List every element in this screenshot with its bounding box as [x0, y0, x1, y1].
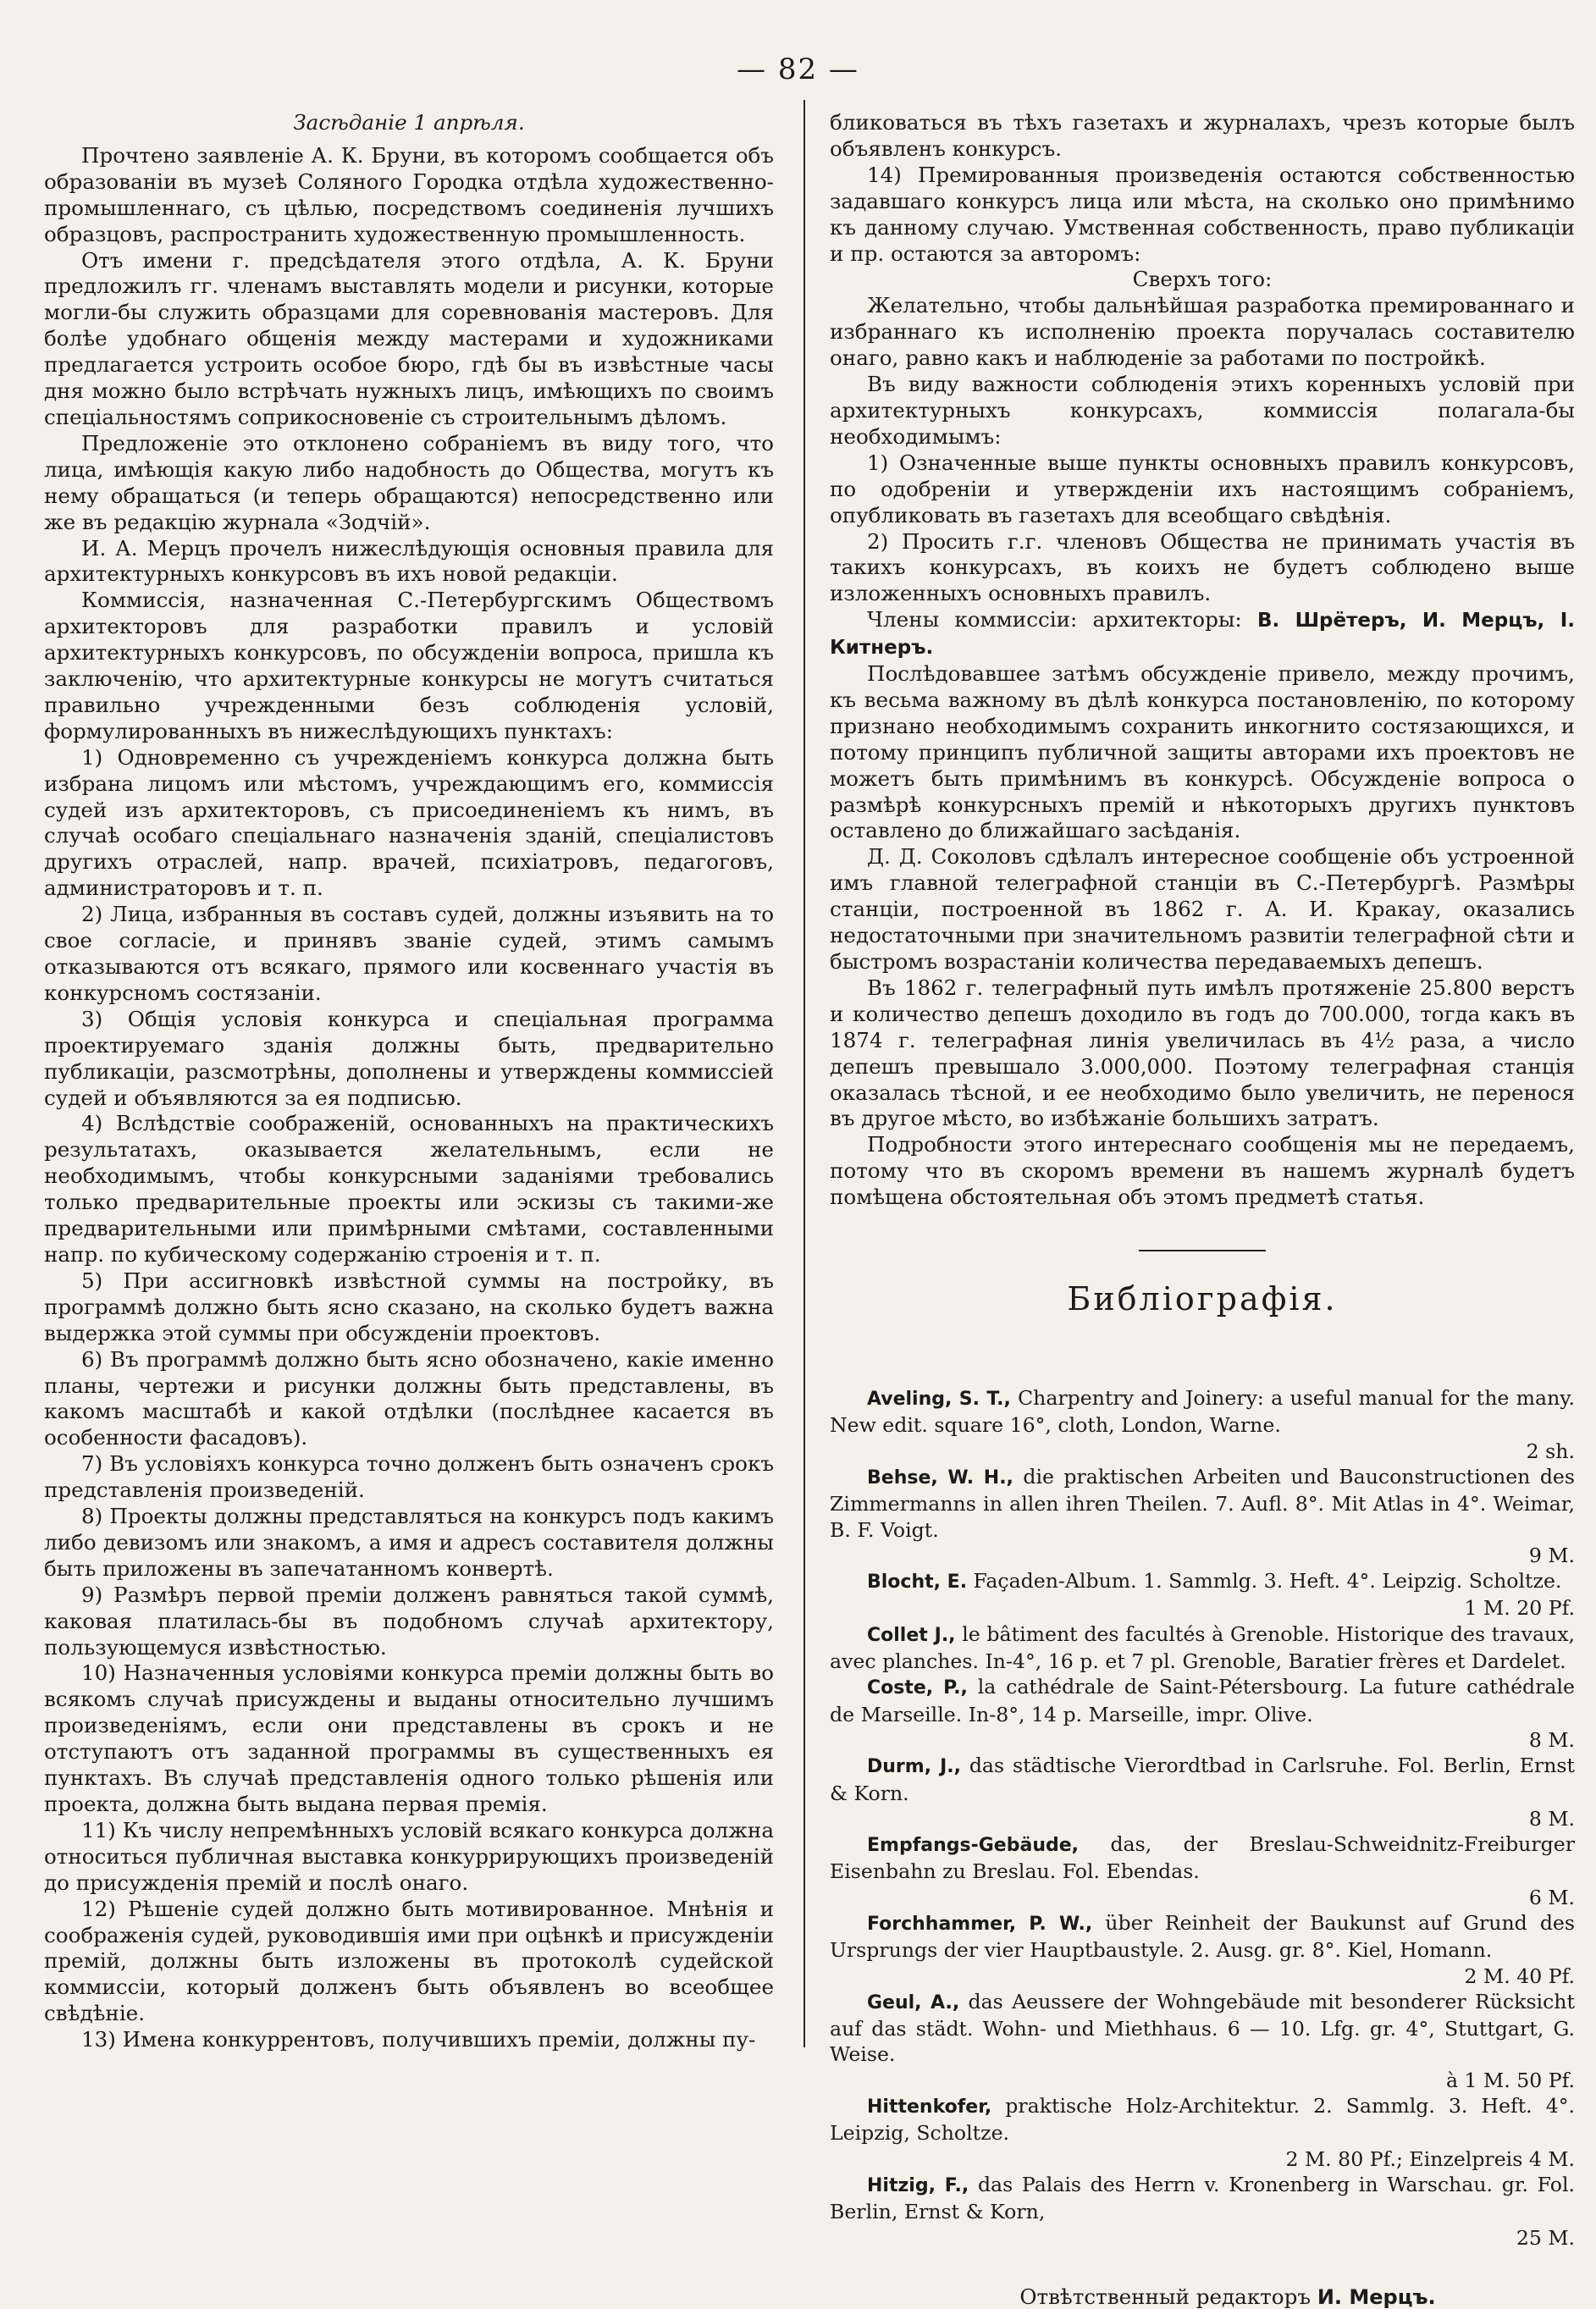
entry-price: 2 M. 40 Pf. — [1464, 1964, 1575, 1988]
entry-text: das, der Breslau-Schweidnitz-Freiburger Eisenbahn zu Breslau. Fol. Ebendas. — [830, 1832, 1575, 1884]
bibliography-entry — [830, 1910, 1575, 1964]
resolution-item-2: 2) Просить г.г. членовъ Общества не принимать участія въ такихъ конкурсахъ, въ коихъ не будетъ соблюдено выше изложенныхъ основныхъ правилъ. — [830, 528, 1575, 606]
bibliography-entry — [830, 1621, 1575, 1675]
entry-author: Blocht, E. — [867, 1572, 968, 1594]
bibliography-entry — [830, 1674, 1575, 1727]
rule-item-4: 4) Вслѣдствіе соображеній, основанныхъ на практическихъ результатахъ, оказывается желательнымъ, если не необходимымъ, чтобы конкурсными заданіями требовались только предварительные проекты или эскизы съ такими-же предварительными или примѣрными смѣтами, составленными напр. по кубическому содержанію строенія и т. п. — [44, 1111, 774, 1267]
rule-item-12: 12) Рѣшеніе судей должно быть мотивированное. Мнѣнія и соображенія судей, руководившія ими при оцѣнкѣ и присужденіи премій, должны быть изложены въ протоколѣ судейской коммиссіи, который долженъ быть объявленъ во всеобщее свѣдѣніе. — [44, 1896, 774, 2026]
bibliography-entry — [830, 1568, 1575, 1595]
rule-item-10: 10) Назначенныя условіями конкурса преміи должны быть во всякомъ случаѣ присуждены и выданы относительно лучшимъ произведеніямъ, если они представлены въ срокъ и не отступаютъ отъ заданной программы въ существенныхъ ея пунктахъ. Въ случаѣ представленія одного только рѣшенія или проекта, должна быть выдана первая премія. — [44, 1660, 774, 1816]
left-column — [44, 110, 774, 2053]
paragraph: Желательно, чтобы дальнѣйшая разработка премированнаго и избраннаго къ исполненію проекта поручалась составителю онаго, равно какъ и наблюденіе за работами по постройкѣ. — [830, 293, 1575, 371]
paragraph: Прочтено заявленіе А. К. Бруни, въ которомъ сообщается объ образованіи въ музеѣ Соляного Городка отдѣла художественно-промышленнаго, съ цѣлью, посредствомъ соединенія лучшихъ образцовъ, распространить художественную промышленность. — [44, 142, 774, 246]
entry-text: über Reinheit der Baukunst auf Grund des Ursprungs der vier Hauptbaustyle. 2. Ausg. gr. 8°. Kiel, Homann. — [830, 1911, 1576, 1963]
rule-item-9: 9) Размѣръ первой преміи долженъ равняться такой суммѣ, каковая платилась-бы въ подобномъ случаѣ архитектору, пользующемуся извѣстностью. — [44, 1582, 774, 1660]
paragraph: Въ виду важности соблюденія этихъ коренныхъ условій при архитектурныхъ конкурсахъ, коммиссія полагала-бы необходимымъ: — [830, 372, 1575, 449]
bibliography-title: Библіографія. — [1067, 1280, 1338, 1318]
paragraph: Въ 1862 г. телеграфный путь имѣлъ протяженіе 25.800 верстъ и количество депешъ доходило въ годъ до 700.000, тогда какъ въ 1874 г. телеграфная линія увеличилась въ 4½ раза, а число депешъ превышало 3.000,000. Поэтому телеграфная станція оказалась тѣсной, и ее необходимо было увеличить, не перенося въ другое мѣсто, во избѣжаніе большихъ затратъ. — [830, 975, 1575, 1131]
rule-item-13: 13) Имена конкуррентовъ, получившихъ преміи, должны пу- — [81, 2027, 756, 2052]
paragraph: И. А. Мерцъ прочелъ нижеслѣдующія основныя правила для архитектурныхъ конкурсовъ въ ихъ новой редакціи. — [44, 535, 774, 587]
bibliography-entry — [830, 1989, 1575, 2068]
rule-item-7: 7) Въ условіяхъ конкурса точно долженъ быть означенъ срокъ представленія произведеній. — [44, 1451, 774, 1503]
entry-price: 25 M. — [1516, 2225, 1575, 2250]
bibliography-entry — [830, 1753, 1575, 1806]
entry-price: 1 M. 20 Pf. — [1464, 1596, 1575, 1621]
rule-item-5: 5) При ассигновкѣ извѣстной суммы на постройку, въ программѣ должно быть ясно сказано, на сколько будетъ важна выдержка этой суммы при обсужденіи проектовъ. — [44, 1268, 774, 1345]
entry-text: das städtische Vierordtbad in Carlsruhe. Fol. Berlin, Ernst & Korn. — [830, 1754, 1575, 1805]
entry-price: 9 M. — [1528, 1543, 1575, 1567]
paragraph: Подробности этого интереснаго сообщенія мы не передаемъ, потому что въ скоромъ времени въ нашемъ журналѣ будетъ помѣщена обстоятельная объ этомъ предметѣ статья. — [830, 1132, 1575, 1210]
rule-item-11: 11) Къ числу непремѣнныхъ условій всякаго конкурса должна относиться публичная выставка конкуррирующихъ произведеній до присужденія премій и послѣ онаго. — [44, 1817, 774, 1895]
bibliography-entry — [830, 1464, 1575, 1543]
rule-item-6: 6) Въ программѣ должно быть ясно обозначено, какіе именно планы, чертежи и рисунки должны быть представлены, въ какомъ масштабѣ и какой отдѣлки (послѣднее касается въ особенности фасадовъ). — [44, 1346, 774, 1450]
entry-author: Collet J., — [867, 1624, 956, 1646]
entry-author: Coste, P., — [867, 1677, 968, 1699]
rule-item-8: 8) Проекты должны представляться на конкурсъ подъ какимъ либо девизомъ или знакомъ, а имя и адресъ составителя должны быть приложены въ запечатанномъ конвертѣ. — [44, 1504, 774, 1581]
entry-price: 6 M. — [1528, 1885, 1575, 1909]
entry-text: Charpentry and Joinery: a useful manual for the many. New edit. square 16°, cloth, London, Warne. — [830, 1386, 1575, 1438]
rule-item-1: 1) Одновременно съ учрежденіемъ конкурса должна быть избрана лицомъ или мѣстомъ, учреждающимъ его, коммиссія судей изъ архитекторовъ, съ присоединеніемъ къ нимъ, въ случаѣ особаго спеціальнаго назначенія зданій, спеціалистовъ другихъ отраслей, напр. врачей, психіатровъ, педагоговъ, администраторовъ и т. п. — [44, 744, 774, 901]
entry-price: 8 M. — [1528, 1727, 1575, 1752]
entry-author: Durm, J., — [867, 1756, 961, 1778]
section-separator — [1139, 1250, 1266, 1251]
rule-item-14: 14) Премированныя произведенія остаются собственностью задавшаго конкурсъ лица или мѣста, на сколько оно примѣнимо къ данному случаю. Умственная собственность, право публикаціи и пр. остаются за авторомъ: — [830, 162, 1575, 266]
entry-author: Hitzig, F., — [867, 2174, 969, 2196]
resolution-item-1: 1) Означенные выше пункты основныхъ правилъ конкурсовъ, по одобреніи и утвержденіи ихъ настоящимъ собраніемъ, опубликовать въ газетахъ для всеобщаго свѣдѣнія. — [830, 450, 1575, 528]
entry-author: Hittenkofer, — [867, 2096, 992, 2118]
bibliography-entry — [830, 1831, 1575, 1885]
entry-author: Aveling, S. T., — [867, 1389, 1011, 1411]
entry-author: Forchhammer, P. W., — [867, 1914, 1093, 1935]
editor-label: Отвѣтственный редакторъ — [1019, 2284, 1311, 2309]
entry-text: das Palais des Herrn v. Kronenberg in Warschau. gr. Fol. Berlin, Ernst & Korn, — [830, 2172, 1575, 2224]
paragraph: Д. Д. Соколовъ сдѣлалъ интересное сообщеніе объ устроенной имъ главной телеграфной станціи въ С.-Петербургѣ. Размѣры станціи, построенной въ 1862 г. А. И. Кракау, оказались недостаточными при значительномъ развитіи телеграфной сѣти и быстромъ возрастаніи количества передаваемыхъ депешъ. — [830, 844, 1575, 974]
bibliography-entry — [830, 1385, 1575, 1439]
right-column — [830, 110, 1575, 2309]
entry-author: Empfangs-Gebäude, — [867, 1835, 1080, 1857]
members-label: Члены коммиссіи: архитекторы: — [867, 607, 1242, 632]
page-number: — 82 — — [737, 52, 859, 86]
entry-price: 2 M. 80 Pf.; Einzelpreis 4 M. — [1285, 2146, 1575, 2171]
paragraph: Коммиссія, назначенная С.-Петербургскимъ Обществомъ архитекторовъ для разработки правилъ и условій архитектурныхъ конкурсовъ, по обсужденіи вопроса, пришла къ заключенію, что архитектурные конкурсы не могутъ считаться правильно учрежденными безъ соблюденія условій, формулированныхъ въ нижеслѣдующихъ пунктахъ: — [44, 588, 774, 743]
commission-members — [830, 607, 1575, 661]
rule-item-3: 3) Общія условія конкурса и спеціальная программа проектируемаго зданія должны быть, предварительно публикаціи, разсмотрѣны, дополнены и утверждены коммиссіей судей и объявляются за ея подписью. — [44, 1006, 774, 1110]
entry-text: praktische Holz-Architektur. 2. Sammlg. 3. Heft. 4°. Leipzig, Scholtze. — [830, 2094, 1576, 2146]
entry-price: 2 sh. — [1526, 1439, 1575, 1463]
bibliography-entry — [830, 2093, 1575, 2146]
entry-text: das Aeussere der Wohngebäude mit besonderer Rücksicht auf das städt. Wohn- und Miethhaus. 6 — 10. Lfg. gr. 4°, Stuttgart, G. Weise. — [830, 1989, 1575, 2067]
entry-price: à 1 M. 50 Pf. — [1445, 2068, 1575, 2092]
paragraph: бликоваться въ тѣхъ газетахъ и журналахъ, чрезъ которые былъ объявленъ конкурсъ. — [830, 110, 1575, 161]
editor-line — [830, 2284, 1575, 2309]
entry-text: la cathédrale de Saint-Pétersbourg. La future cathédrale de Marseille. In-8°, 14 p. Marseille, impr. Olive. — [830, 1675, 1576, 1726]
members-names: В. Шрётеръ, И. Мерцъ, І. Китнеръ. — [830, 610, 1575, 660]
paragraph: Отъ имени г. предсѣдателя этого отдѣла, А. К. Бруни предложилъ гг. членамъ выставлять модели и рисунки, которые могли-бы служить образцами для соревнованія мастеровъ. Для болѣе удобнаго общенія между мастерами и художниками предлагается устроить особое бюро, гдѣ бы въ извѣстные часы дня можно было встрѣчать нужныхъ лицъ, имѣющихъ по своимъ спеціальностямъ соприкосновеніе съ строительнымъ дѣломъ. — [44, 247, 774, 429]
session-heading: Засѣданіе 1 апрѣля. — [293, 110, 525, 135]
entry-text: le bâtiment des facultés à Grenoble. Historique des travaux, avec planches. In-4°, 16 p. et 7 pl. Grenoble, Baratier frères et Dardelet. — [830, 1621, 1576, 1674]
paragraph: Послѣдовавшее затѣмъ обсужденіе привело, между прочимъ, къ весьма важному въ дѣлѣ конкурса постановленію, по которому признано необходимымъ сохранить инкогнито состязающихся, и потому принципъ публичной защиты авторами ихъ проектовъ не можетъ быть примѣнимъ въ конкурсѣ. Обсужденіе вопроса о размѣрѣ конкурсныхъ премій и нѣкоторыхъ другихъ пунктовъ оставлено до ближайшаго засѣданія. — [830, 661, 1575, 843]
editor-name: И. Мерцъ. — [1317, 2284, 1436, 2309]
entry-author: Geul, A., — [867, 1991, 960, 2013]
column-divider — [804, 100, 805, 2047]
entry-text: Façaden-Album. 1. Sammlg. 3. Heft. 4°. Leipzig. Scholtze. — [973, 1569, 1562, 1594]
entry-text: die praktischen Arbeiten und Bauconstructionen des Zimmermanns in allen ihren Theilen. 7. Aufl. 8°. Mit Atlas in 4°. Weimar, B. F. Voigt. — [830, 1464, 1575, 1542]
subheading: Сверхъ того: — [1132, 267, 1273, 292]
bibliography-list — [830, 1385, 1575, 2251]
entry-price: 8 M. — [1528, 1806, 1575, 1831]
rule-item-2: 2) Лица, избранныя въ составъ судей, должны изъявить на то свое согласіе, и принявъ званіе судей, этимъ самымъ отказываются отъ всякаго, прямого или косвеннаго участія въ конкурсномъ состязаніи. — [44, 902, 774, 1005]
entry-author: Behse, W. H., — [867, 1467, 1013, 1489]
bibliography-entry — [830, 2172, 1575, 2225]
paragraph: Предложеніе это отклонено собраніемъ въ виду того, что лица, имѣющія какую либо надобность до Общества, могутъ къ нему обращаться (и теперь обращаются) непосредственно или же въ редакцію журнала «Зодчій». — [44, 430, 774, 534]
